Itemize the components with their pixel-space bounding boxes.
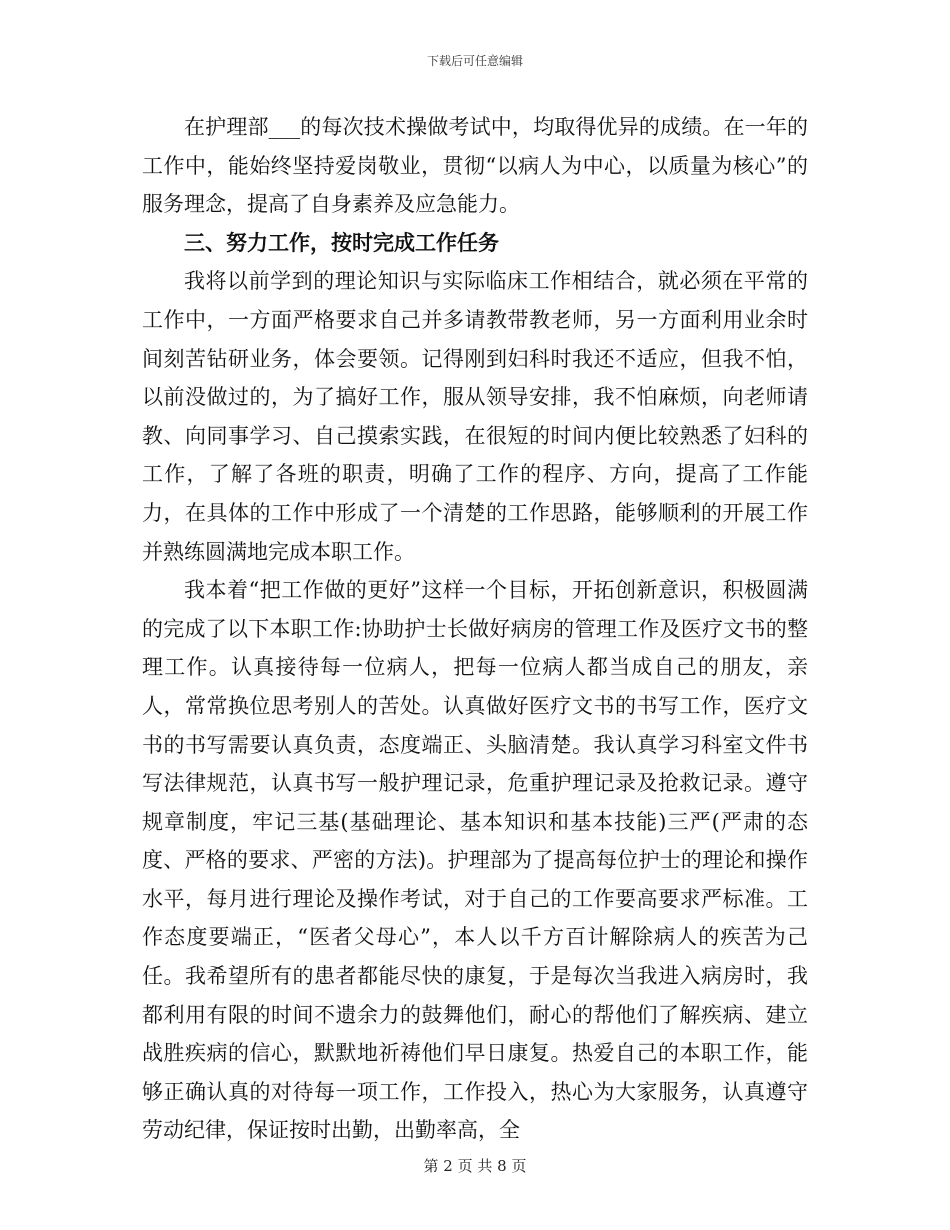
paragraph-2: 我将以前学到的理论知识与实际临床工作相结合，就必须在平常的工作中，一方面严格要求自己并多请教带教老师，另一方面利用业余时间刻苦钻研业务，体会要领。记得刚到妇科时我还不适应，但我不怕，以前没做过的，为了搞好工作，服从领导安排，我不怕麻烦，向老师请教、向同事学习、自己摸索实践，在很短的时间内便比较熟悉了妇科的工作，了解了各班的职责，明确了工作的程序、方向，提高了工作能力，在具体的工作中形成了一个清楚的工作思路，能够顺利的开展工作并熟练圆满地完成本职工作。 — [142, 269, 808, 564]
page-header-note: 下载后可任意编辑 — [426, 54, 523, 68]
page-number-footer: 第 2 页 共 8 页 — [423, 1157, 527, 1175]
section-heading-3: 三、努力工作，按时完成工作任务 — [184, 229, 499, 255]
paragraph-1: 在护理部___的每次技术操做考试中，均取得优异的成绩。在一年的工作中，能始终坚持爱岗敬业，贯彻“以病人为中心，以质量为核心”的服务理念，提高了自身素养及应急能力。 — [142, 115, 808, 217]
paragraph-3: 我本着“把工作做的更好”这样一个目标，开拓创新意识，积极圆满的完成了以下本职工作:协助护士长做好病房的管理工作及医疗文书的整理工作。认真接待每一位病人，把每一位病人都当成自己的朋友，亲人，常常换位思考别人的苦处。认真做好医疗文书的书写工作，医疗文书的书写需要认真负责，态度端正、头脑清楚。我认真学习科室文件书写法律规范，认真书写一般护理记录，危重护理记录及抢救记录。遵守规章制度，牢记三基(基础理论、基本知识和基本技能)三严(严肃的态度、严格的要求、严密的方法)。护理部为了提高每位护士的理论和操作水平，每月进行理论及操作考试，对于自己的工作要高要求严标准。工作态度要端正，“医者父母心”，本人以千方百计解除病人的疾苦为己任。我希望所有的患者都能尽快的康复，于是每次当我进入病房时，我都利用有限的时间不遗余力的鼓舞他们，耐心的帮他们了解疾病、建立战胜疾病的信心，默默地祈祷他们早日康复。热爱自己的本职工作，能够正确认真的对待每一项工作，工作投入，热心为大家服务，认真遵守劳动纪律，保证按时出勤，出勤率高，全 — [142, 578, 808, 1143]
document-body — [142, 108, 808, 1150]
